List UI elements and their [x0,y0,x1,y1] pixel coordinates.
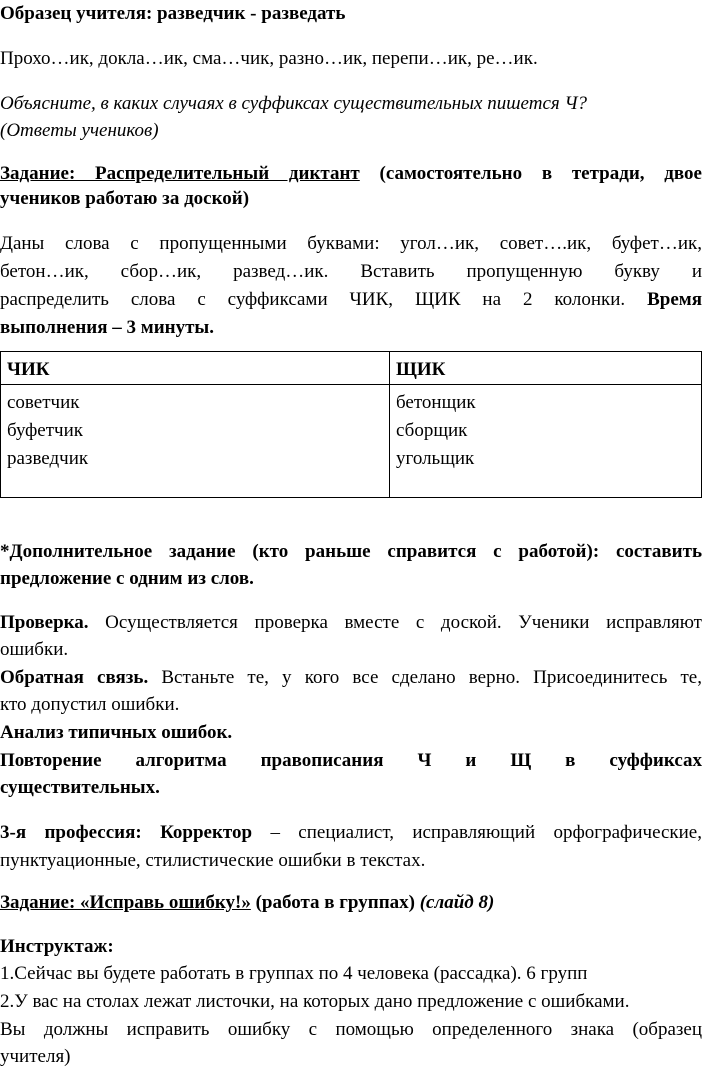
task2-heading [0,891,494,915]
col-shchik-header: ЩИК [390,352,702,385]
briefing-item-2-line-2: Вы должны исправить ошибку с помощью определенного знака (образец [0,1019,702,1040]
task2-label: Задание: «Исправь ошибку!» [0,892,251,913]
task1-time-label: Время [647,289,703,310]
shchik-word: бетонщик [396,392,476,413]
table-body-row [1,385,702,498]
briefing-title: Инструктаж: [0,936,114,957]
extra-task-line-2: предложение с одним из слов. [0,568,254,589]
table-header-row [1,352,702,385]
task2-slide: (слайд 8) [419,892,495,913]
question-line-1: Объясните, в каких случаях в суффиксах существительных пишется Ч? [0,93,588,114]
sample-words: Прохо…ик, докла…ик, сма…чик, разно…ик, перепи…ик, ре…ик. [0,48,538,69]
repeat-line-1: Повторение алгоритма правописания Ч и Щ в суффиксах [0,750,702,771]
profession-text: – специалист, исправляющий орфографические, [252,822,702,843]
check-text: Осуществляется проверка вместе с доской. Ученики исправляют [88,612,702,633]
suffix-table [0,351,702,498]
task1-time: выполнения – 3 минуты. [0,317,215,338]
task1-rest: (самостоятельно в тетради, двое [359,163,702,184]
extra-task-line-1: *Дополнительное задание (кто раньше справится с работой): составить [0,541,702,562]
briefing-item-1: 1.Сейчас вы будете работать в группах по 4 человека (рассадка). 6 групп [0,963,588,984]
chik-word: буфетчик [7,420,83,441]
col-shchik-cell [390,385,702,498]
repeat-line-2: существительных. [0,777,160,798]
profession-line-2: пунктуационные, стилистические ошибки в текстах. [0,850,426,871]
check-line-2: ошибки. [0,639,69,660]
feedback-text: Встаньте те, у кого все сделано верно. Присоединитесь те, [148,667,702,688]
question-line-2: (Ответы учеников) [0,120,159,141]
feedback-label: Обратная связь. [0,667,149,688]
feedback-line-2: кто допустил ошибки. [0,694,180,715]
shchik-word: угольщик [396,448,475,469]
task1-label: Задание: Распределительный диктант [0,163,360,184]
task1-body-text: распределить слова с суффиксами ЧИК, ЩИК на 2 колонки. [0,289,626,310]
check-label: Проверка. [0,612,89,633]
col-chik-cell [1,385,390,498]
analysis-heading: Анализ типичных ошибок. [0,722,233,743]
profession-line-1 [0,821,702,845]
shchik-word: сборщик [396,420,468,441]
briefing-item-2-line-3: учителя) [0,1046,71,1067]
task1-heading [0,162,702,186]
feedback-line-1 [0,666,702,690]
col-chik-header: ЧИК [1,352,390,385]
task1-body-line-2: бетон…ик, сбор…ик, развед…ик. Вставить пропущенную букву и [0,261,702,282]
task1-body-line-1: Даны слова с пропущенными буквами: угол…ик, совет….ик, буфет…ик, [0,233,702,254]
chik-word: разведчик [7,448,89,469]
task1-body-line-3 [0,288,702,312]
chik-word: советчик [7,392,80,413]
task2-mid: (работа в группах) [250,892,420,913]
sample-heading: Образец учителя: разведчик - разведать [0,3,346,24]
profession-label: 3-я профессия: Корректор [0,822,253,843]
task1-heading-line-2: учеников работаю за доской) [0,188,250,209]
briefing-item-2: 2.У вас на столах лежат листочки, на которых дано предложение с ошибками. [0,991,630,1012]
check-line-1 [0,611,702,635]
